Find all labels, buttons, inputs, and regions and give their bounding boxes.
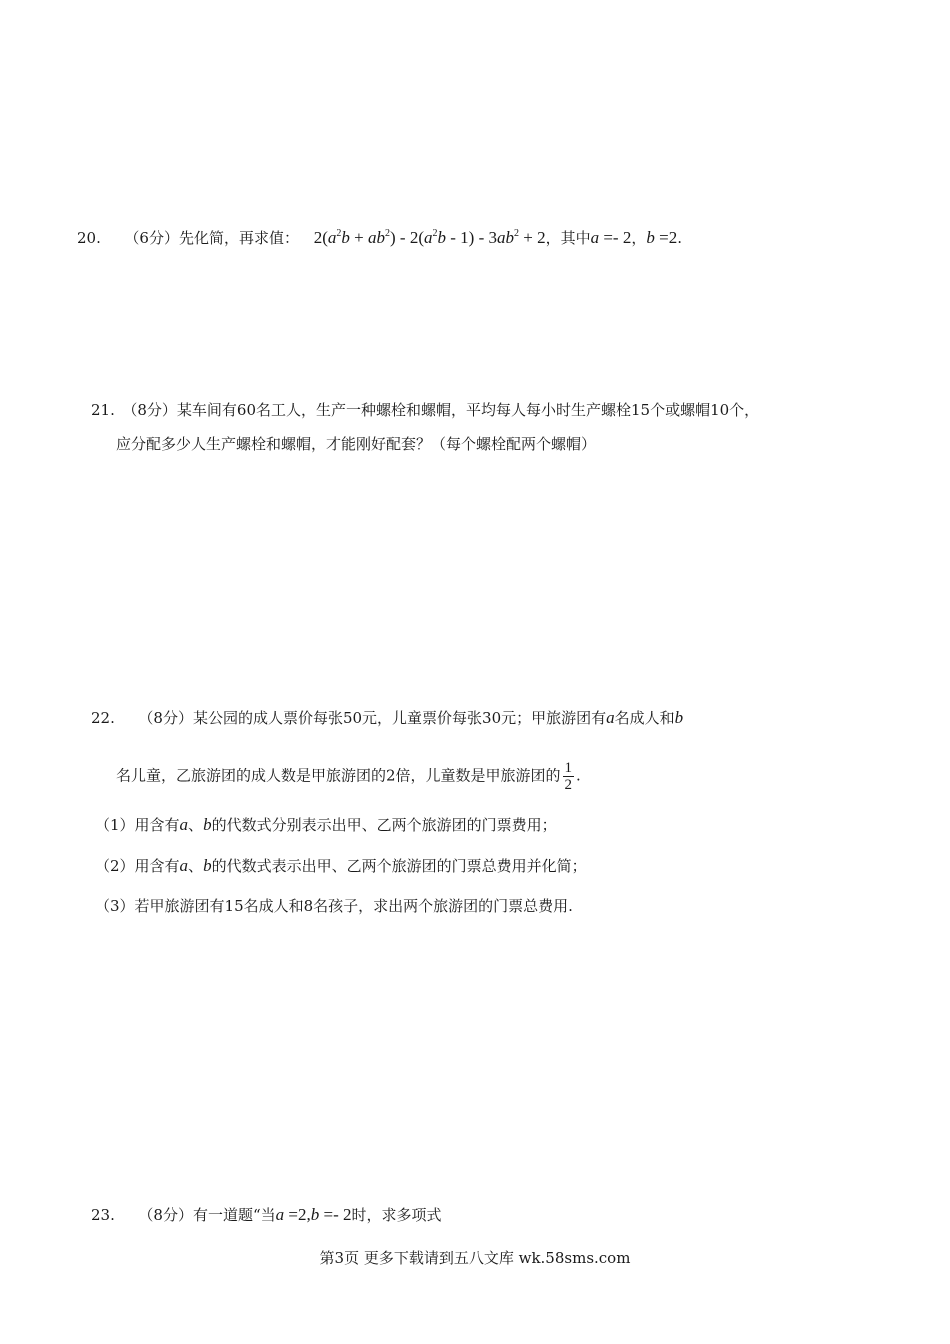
var-b: b [674,708,684,727]
question-text: 名儿童，乙旅游团的成人数是甲旅游团的2倍，儿童数是甲旅游团的 [116,766,561,785]
page-footer: 第3页 更多下载请到五八文库 wk.58sms.com [319,1249,631,1267]
condition-prefix: ，其中 [545,229,591,247]
fraction-one-half: $\frac{1}{2}$ [564,760,573,793]
sub-question-3: （3）若甲旅游团有15名成人和8名孩子，求出两个旅游团的门票总费用. [95,897,573,915]
question-number: 20. [77,229,101,247]
value-b: =- 2 [319,1205,352,1224]
var-b: b [310,1205,320,1224]
question-text-cont: 名成人和 [614,709,675,727]
question-21-line-1: 21. （8分）某车间有60名工人，生产一种螺栓和螺帽，平均每人每小时生产螺栓15个或螺帽10个， [91,401,760,419]
question-text: （8分）某公园的成人票价每张50元，儿童票价每张30元；甲旅游团有 [138,709,607,727]
question-22-line-2 [116,760,581,793]
var-a: a [606,708,615,727]
sub-question-1: （1）用含有a、b的代数式分别表示出甲、乙两个旅游团的门票费用； [95,815,557,834]
question-text: （6分）先化简，再求值： [124,229,299,247]
value-a: =2, [284,1205,311,1224]
question-number: 23. [91,1206,115,1224]
question-23 [91,1205,442,1225]
question-number: 22. [91,709,115,727]
period: . [677,229,682,247]
sub-question-2: （2）用含有a、b的代数式表示出甲、乙两个旅游团的门票总费用并化简； [95,856,587,875]
question-22-line-1 [91,708,683,728]
value-a: =- 2 [599,228,632,247]
question-21-line-2: 应分配多少人生产螺栓和螺帽，才能刚好配套？（每个螺栓配两个螺帽） [116,435,597,453]
period: . [576,766,581,785]
var-b: b [646,228,655,247]
question-text: （8分）有一道题“当 [138,1206,276,1224]
math-expression: $2(a^2b + ab^2) - 2(a^2b - 1) - 3ab^2 + 2$ [313,228,546,247]
value-b: =2 [654,228,678,247]
var-a: a [590,228,600,247]
question-text-cont: 时，求多项式 [351,1206,442,1224]
separator: ， [631,229,647,247]
question-20 [77,228,682,248]
var-a: a [275,1205,285,1224]
